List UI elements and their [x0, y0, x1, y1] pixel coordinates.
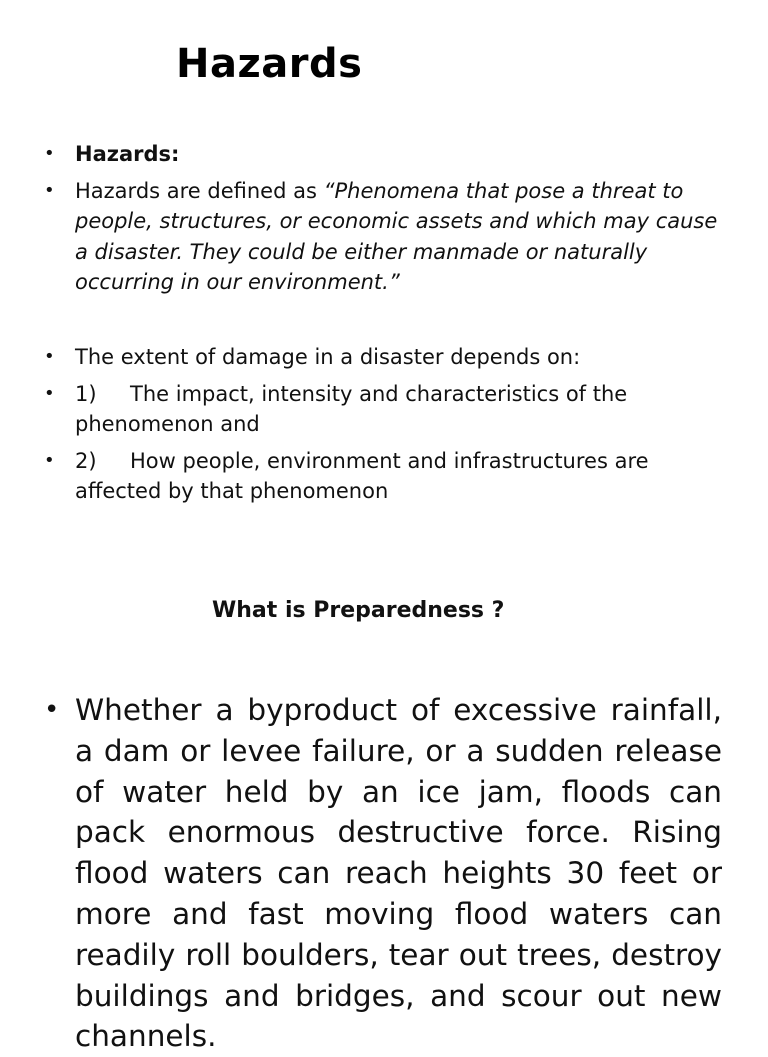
definition-quote: “Phenomena that pose a threat to people, structures, or economic assets and which may cause a disaster. They could be either manmade or naturally occurring in our environment.”	[75, 178, 718, 294]
bullet-icon: •	[44, 179, 55, 201]
preparedness-heading: What is Preparedness ?	[212, 598, 505, 623]
list-item	[44, 176, 724, 298]
item-number: 1)	[75, 381, 97, 406]
list-item	[44, 139, 724, 170]
list-item	[44, 342, 724, 373]
list-item	[44, 379, 724, 440]
paragraph-text: Whether a byproduct of excessive rainfall, a dam or levee failure, or a sudden release of water held by an ice jam, floods can pack enormous destructive force. Rising flood waters can reach heights 30 feet or more and fast moving flood waters can readily roll boulders, tear out trees, destroy buildings and bridges, and scour out new channels.	[75, 693, 722, 1054]
item-text: How people, environment and infrastructures are affected by that phenomenon	[75, 448, 649, 503]
definition-prefix: Hazards are defined as	[75, 178, 324, 203]
bullet-icon: •	[44, 695, 60, 725]
hazards-label: Hazards:	[75, 142, 180, 166]
bullet-icon: •	[44, 143, 55, 164]
damage-factors-list	[44, 342, 724, 513]
page-title: Hazards	[176, 41, 363, 87]
bullet-icon: •	[44, 449, 55, 471]
damage-intro: The extent of damage in a disaster depends on:	[75, 345, 581, 369]
hazards-definition-list	[44, 139, 724, 298]
item-number: 2)	[75, 448, 97, 473]
preparedness-paragraph	[44, 690, 722, 1057]
list-item	[44, 446, 724, 507]
bullet-icon: •	[44, 346, 55, 367]
item-text: The impact, intensity and characteristics of the phenomenon and	[75, 381, 628, 436]
bullet-icon: •	[44, 382, 55, 404]
